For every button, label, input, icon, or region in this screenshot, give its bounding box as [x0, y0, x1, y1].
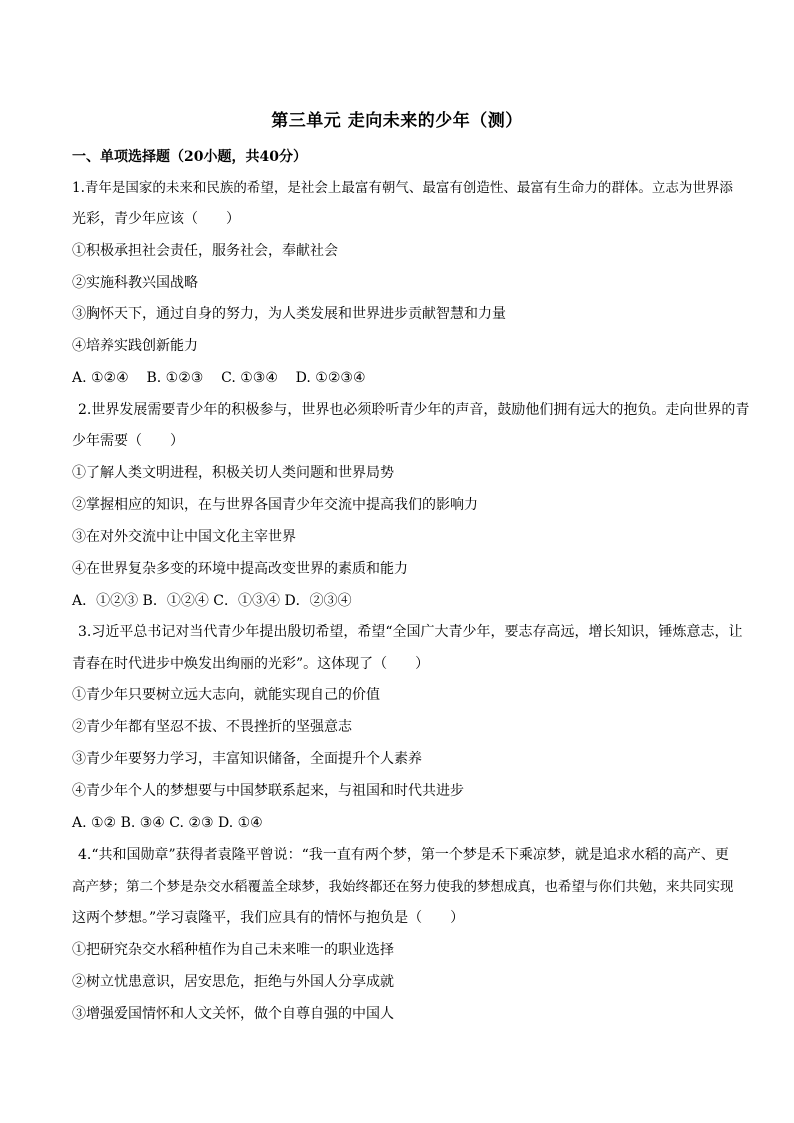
- section-heading: 一、单项选择题（20小题，共40分）: [72, 149, 307, 165]
- q3-options: A. ①② B. ③④ C. ②③ D. ①④: [72, 815, 263, 831]
- q4-stem-line-2: 高产梦；第二个梦是杂交水稻覆盖全球梦，我始终都还在努力使我的梦想成真，也希望与你们共勉，来共同实现: [72, 879, 734, 895]
- q4-stem-line-3: 这两个梦想。”学习袁隆平，我们应具有的情怀与抱负是（ ）: [72, 910, 465, 926]
- q4-statement-1: ①把研究杂交水稻种植作为自己未来唯一的职业选择: [72, 942, 394, 958]
- q2-options: A．①②③ B．①②④ C．①③④ D．②③④: [72, 593, 352, 609]
- q1-stem-line-2: 光彩，青少年应该（ ）: [72, 211, 240, 227]
- q4-statement-3: ③增强爱国情怀和人文关怀，做个自尊自强的中国人: [72, 1006, 394, 1022]
- q2-statement-3: ③在对外交流中让中国文化主宰世界: [72, 529, 296, 545]
- q1-statement-4: ④培养实践创新能力: [72, 338, 198, 354]
- q1-statement-3: ③胸怀天下，通过自身的努力，为人类发展和世界进步贡献智慧和力量: [72, 306, 506, 322]
- q1-options: A. ①②④ B. ①②③ C. ①③④ D. ①②③④: [72, 370, 366, 386]
- q4-stem-line-1: 4.“共和国勋章”获得者袁隆平曾说：“我一直有两个梦，第一个梦是禾下乘凉梦，就是追求水稻的高产、更: [78, 847, 729, 863]
- q1-statement-1: ①积极承担社会责任，服务社会，奉献社会: [72, 243, 338, 259]
- q1-statement-2: ②实施科教兴国战略: [72, 275, 198, 291]
- q3-statement-4: ④青少年个人的梦想要与中国梦联系起来，与祖国和时代共进步: [72, 783, 464, 799]
- q2-statement-2: ②掌握相应的知识，在与世界各国青少年交流中提高我们的影响力: [72, 497, 478, 513]
- q3-statement-3: ③青少年要努力学习，丰富知识储备，全面提升个人素养: [72, 751, 422, 767]
- q3-stem-line-2: 青春在时代进步中焕发出绚丽的光彩”。这体现了（ ）: [72, 656, 430, 672]
- q2-statement-4: ④在世界复杂多变的环境中提高改变世界的素质和能力: [72, 561, 408, 577]
- q3-stem-line-1: 3.习近平总书记对当代青少年提出殷切希望，希望“全国广大青少年，要志存高远，增长知识，锤炼意志，让: [78, 624, 743, 640]
- q1-stem-line-1: 1.青年是国家的未来和民族的希望，是社会上最富有朝气、最富有创造性、最富有生命力的群体。立志为世界添: [72, 180, 733, 196]
- q2-stem-line-1: 2.世界发展需要青少年的积极参与，世界也必须聆听青少年的声音，鼓励他们拥有远大的抱负。走向世界的青: [78, 402, 750, 418]
- q3-statement-1: ①青少年只要树立远大志向，就能实现自己的价值: [72, 687, 380, 703]
- document-title: 第三单元 走向未来的少年（测）: [271, 111, 523, 131]
- q4-statement-2: ②树立忧患意识，居安思危，拒绝与外国人分享成就: [72, 974, 394, 990]
- q2-stem-line-2: 少年需要（ ）: [72, 433, 184, 449]
- q3-statement-2: ②青少年都有坚忍不拔、不畏挫折的坚强意志: [72, 719, 352, 735]
- q2-statement-1: ①了解人类文明进程，积极关切人类问题和世界局势: [72, 465, 394, 481]
